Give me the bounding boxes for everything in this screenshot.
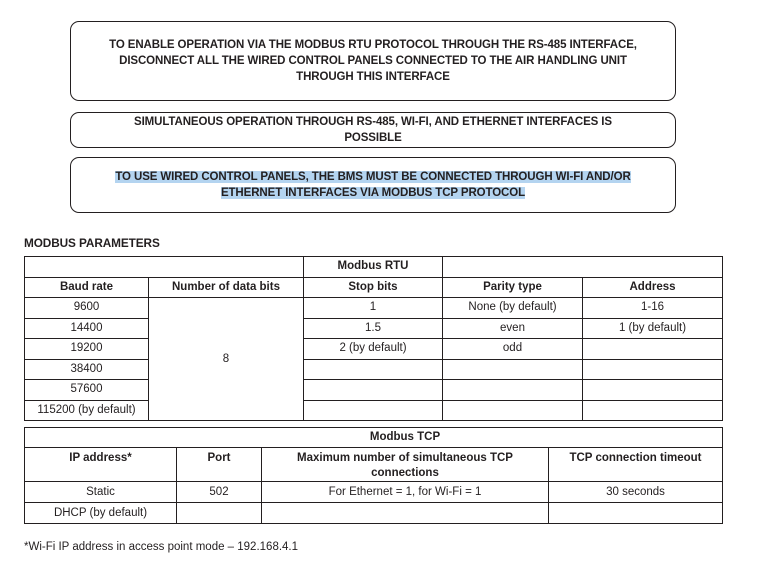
- table-cell: 115200 (by default): [25, 400, 149, 421]
- table-row: [25, 400, 723, 421]
- table-cell: 38400: [25, 359, 149, 380]
- header-port: Port: [177, 448, 262, 482]
- notice-simultaneous-operation: [70, 112, 676, 148]
- notice-line-selected[interactable]: TO USE WIRED CONTROL PANELS, THE BMS MUST BE CONNECTED THROUGH WI-FI AND/OR: [115, 171, 631, 183]
- table-row: [25, 339, 723, 360]
- notice-line: SIMULTANEOUS OPERATION THROUGH RS-485, WI-FI, AND ETHERNET INTERFACES IS: [134, 116, 612, 128]
- table-cell: DHCP (by default): [25, 503, 177, 524]
- table-cell: even: [443, 318, 583, 339]
- table-cell: 57600: [25, 380, 149, 401]
- table-row: [25, 359, 723, 380]
- table-corner-blank: [149, 257, 304, 278]
- table-cell: 2 (by default): [304, 339, 443, 360]
- table-header-row: [25, 448, 723, 482]
- table-cell: 30 seconds: [549, 482, 723, 503]
- table-cell: [262, 503, 549, 524]
- notice-line: POSSIBLE: [344, 132, 402, 144]
- table-header-row: [25, 277, 723, 298]
- table-cell: [443, 359, 583, 380]
- table-cell: [583, 380, 723, 401]
- table-row: [25, 482, 723, 503]
- footnote: *Wi-Fi IP address in access point mode – 192.168.4.1: [24, 541, 299, 553]
- modbus-tcp-table: [24, 427, 723, 524]
- table-corner-blank: [177, 428, 262, 448]
- table-cell: [304, 400, 443, 421]
- table-cell: [304, 380, 443, 401]
- table-cell: For Ethernet = 1, for Wi-Fi = 1: [262, 482, 549, 503]
- table-corner-blank: [549, 428, 723, 448]
- table-cell: 1-16: [583, 298, 723, 319]
- table-corner-blank: [25, 428, 177, 448]
- notice-line: DISCONNECT ALL THE WIRED CONTROL PANELS CONNECTED TO THE AIR HANDLING UNIT: [119, 55, 627, 67]
- table-cell: 1 (by default): [583, 318, 723, 339]
- table-cell: None (by default): [443, 298, 583, 319]
- notice-line-selected[interactable]: ETHERNET INTERFACES VIA MODBUS TCP PROTOCOL: [220, 187, 526, 199]
- table-row: [25, 503, 723, 524]
- table-corner-blank: [583, 257, 723, 278]
- table-row: [25, 318, 723, 339]
- table-cell: [583, 400, 723, 421]
- header-parity-type: Parity type: [443, 277, 583, 298]
- table-cell: 19200: [25, 339, 149, 360]
- table-cell: [177, 503, 262, 524]
- table-cell: [443, 400, 583, 421]
- table-cell: [443, 380, 583, 401]
- table-caption: Modbus RTU: [304, 257, 443, 278]
- table-cell: 1.5: [304, 318, 443, 339]
- header-stop-bits: Stop bits: [304, 277, 443, 298]
- notice-wired-panels-bms: [70, 157, 676, 213]
- notice-line: TO ENABLE OPERATION VIA THE MODBUS RTU PROTOCOL THROUGH THE RS-485 INTERFACE,: [109, 39, 637, 51]
- table-cell: [549, 503, 723, 524]
- table-corner-blank: [25, 257, 149, 278]
- header-connection-timeout: TCP connection timeout: [549, 448, 723, 482]
- header-max-connections: Maximum number of simultaneous TCP connections: [262, 448, 549, 482]
- modbus-rtu-table: [24, 256, 723, 421]
- table-row: [25, 380, 723, 401]
- table-row: [25, 298, 723, 319]
- notice-rs485-disconnect: [70, 21, 676, 101]
- table-cell: [304, 359, 443, 380]
- table-cell: 9600: [25, 298, 149, 319]
- table-cell: [583, 359, 723, 380]
- header-ip-address: IP address*: [25, 448, 177, 482]
- notice-line: THROUGH THIS INTERFACE: [296, 71, 450, 83]
- table-cell: odd: [443, 339, 583, 360]
- section-title: MODBUS PARAMETERS: [24, 236, 160, 250]
- table-cell: 1: [304, 298, 443, 319]
- header-address: Address: [583, 277, 723, 298]
- table-cell: 14400: [25, 318, 149, 339]
- header-data-bits: Number of data bits: [149, 277, 304, 298]
- table-cell: 502: [177, 482, 262, 503]
- table-cell: [583, 339, 723, 360]
- header-baud-rate: Baud rate: [25, 277, 149, 298]
- table-caption: Modbus TCP: [262, 428, 549, 448]
- data-bits-cell: 8: [149, 298, 304, 421]
- table-corner-blank: [443, 257, 583, 278]
- table-cell: Static: [25, 482, 177, 503]
